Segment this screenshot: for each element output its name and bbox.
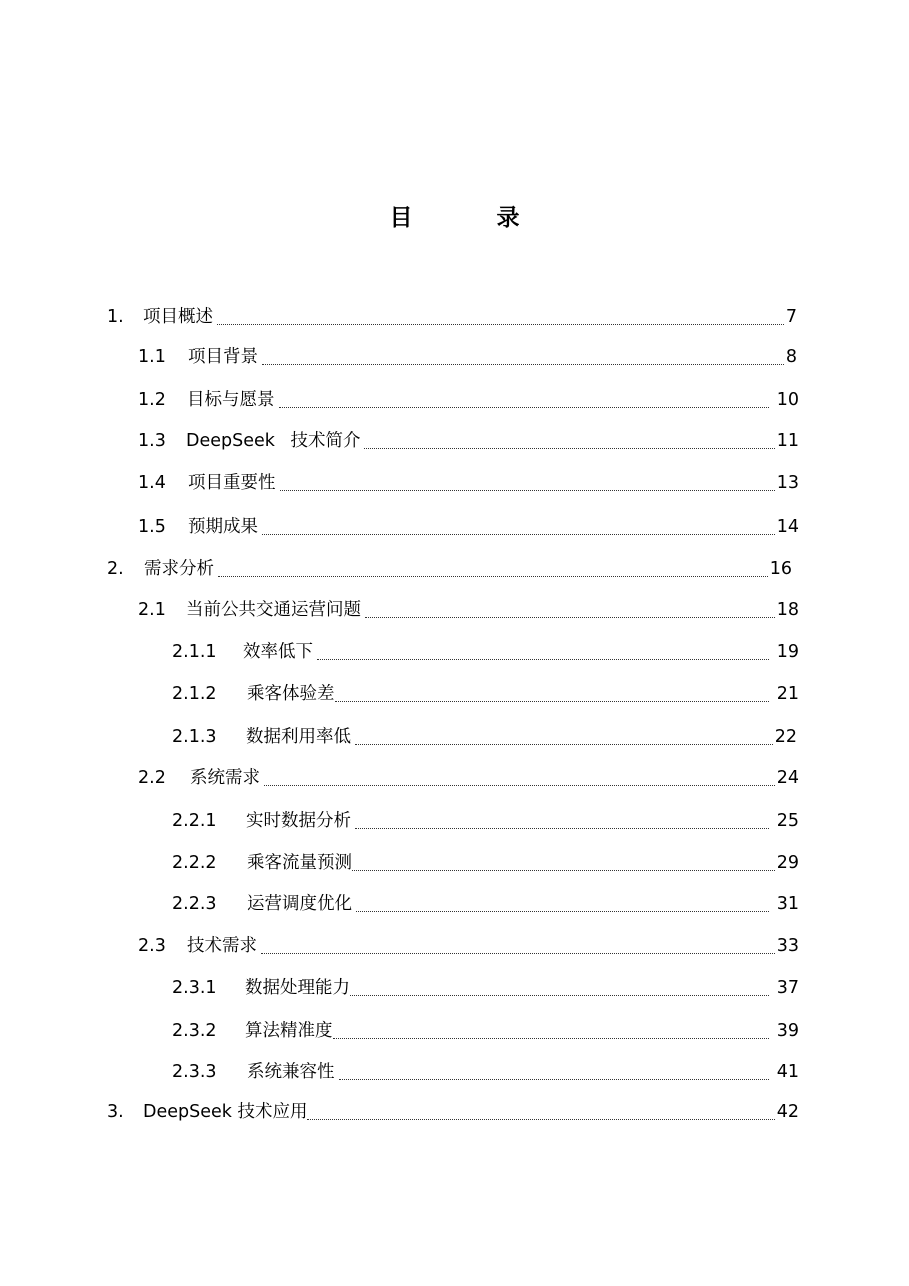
toc-entry-page: 22 [774, 727, 797, 747]
toc-leader-dots [317, 659, 769, 660]
toc-leader-dots [279, 407, 769, 408]
toc-entry-text: 实时数据分析 [246, 811, 351, 831]
toc-entry-text: 效率低下 [243, 642, 313, 662]
toc-entry-page: 33 [776, 936, 799, 956]
toc-entry-page: 42 [776, 1102, 799, 1122]
toc-leader-dots [262, 364, 784, 365]
toc-leader-dots [355, 828, 769, 829]
toc-entry[interactable] [138, 470, 799, 496]
toc-entry-text: 乘客体验差 [247, 684, 335, 704]
toc-entry[interactable] [172, 639, 799, 665]
toc-entry[interactable] [172, 850, 799, 876]
toc-leader-dots [280, 490, 775, 491]
toc-entry[interactable] [138, 933, 799, 959]
toc-entry-page: 13 [776, 473, 799, 493]
toc-entry-number: 2.1 [138, 600, 166, 620]
toc-entry[interactable] [172, 681, 799, 707]
toc-entry-page: 14 [776, 517, 799, 537]
toc-entry-text: 项目概述 [143, 307, 213, 327]
toc-leader-dots [261, 953, 775, 954]
toc-entry-number: 1.4 [138, 473, 166, 493]
toc-entry-text: 当前公共交通运营问题 [186, 600, 361, 620]
toc-entry-number: 2.3 [138, 936, 166, 956]
toc-entry-number: 2.3.1 [172, 978, 217, 998]
toc-entry-page: 18 [776, 600, 799, 620]
toc-entry-text: 算法精准度 [245, 1021, 333, 1041]
toc-entry[interactable] [138, 344, 797, 370]
toc-entry-page: 24 [776, 768, 799, 788]
toc-leader-dots [365, 617, 775, 618]
toc-leader-dots [335, 701, 769, 702]
toc-entry-text: DeepSeek 技术应用 [143, 1102, 308, 1122]
toc-entry-text: 项目背景 [188, 347, 258, 367]
toc-entry-page: 19 [776, 642, 799, 662]
toc-entry[interactable] [138, 514, 799, 540]
toc-entry[interactable] [172, 724, 797, 750]
toc-entry-number: 2.1.1 [172, 642, 217, 662]
toc-entry[interactable] [138, 597, 799, 623]
toc-leader-dots [352, 870, 775, 871]
toc-entry-number: 2.2.1 [172, 811, 217, 831]
toc-leader-dots [217, 324, 784, 325]
toc-leader-dots [356, 911, 769, 912]
toc-entry-page: 25 [776, 811, 799, 831]
toc-entry-number: 2.2 [138, 768, 166, 788]
toc-entry-text: 项目重要性 [188, 473, 276, 493]
toc-leader-dots [218, 576, 768, 577]
toc-entry[interactable] [172, 1018, 799, 1044]
toc-entry-number: 2. [107, 559, 124, 579]
toc-entry[interactable] [172, 1059, 799, 1085]
toc-entry[interactable] [107, 556, 792, 582]
toc-entry-page: 39 [776, 1021, 799, 1041]
toc-leader-dots [333, 1038, 769, 1039]
toc-entry-number: 2.1.3 [172, 727, 217, 747]
toc-entry-page: 8 [785, 347, 797, 367]
toc-entry-text: 数据处理能力 [245, 978, 350, 998]
toc-entry-text: 数据利用率低 [246, 727, 351, 747]
toc-entry-text: 目标与愿景 [187, 390, 275, 410]
toc-leader-dots [339, 1079, 769, 1080]
toc-leader-dots [364, 448, 774, 449]
toc-entry-number: 1.5 [138, 517, 166, 537]
toc-leader-dots [307, 1119, 774, 1120]
toc-entry-page: 31 [776, 894, 799, 914]
toc-entry-page: 16 [769, 559, 792, 579]
toc-entry-text: DeepSeek 技术简介 [186, 431, 361, 451]
toc-entry-text: 需求分析 [144, 559, 214, 579]
toc-entry-number: 2.1.2 [172, 684, 217, 704]
toc-leader-dots [262, 534, 775, 535]
toc-leader-dots [264, 785, 775, 786]
toc-entry-number: 1. [107, 307, 124, 327]
toc-entry-text: 系统兼容性 [247, 1062, 335, 1082]
toc-entry[interactable] [138, 765, 799, 791]
toc-entry-page: 29 [776, 853, 799, 873]
toc-leader-dots [350, 995, 769, 996]
toc-entry[interactable] [172, 975, 799, 1001]
toc-leader-dots [355, 744, 773, 745]
toc-entry-page: 7 [785, 307, 797, 327]
toc-entry-page: 21 [776, 684, 799, 704]
toc-entry-number: 1.3 [138, 431, 166, 451]
toc-entry[interactable] [107, 1099, 799, 1125]
toc-entry-text: 乘客流量预测 [247, 853, 352, 873]
toc-entry-number: 2.2.3 [172, 894, 217, 914]
toc-entry-text: 系统需求 [190, 768, 260, 788]
toc-entry-number: 2.2.2 [172, 853, 217, 873]
toc-entry[interactable] [172, 808, 799, 834]
toc-entry[interactable] [107, 304, 797, 330]
toc-entry-number: 3. [107, 1102, 124, 1122]
toc-entry[interactable] [138, 387, 799, 413]
toc-entry-text: 预期成果 [188, 517, 258, 537]
toc-entry[interactable] [172, 891, 799, 917]
toc-entry-number: 2.3.3 [172, 1062, 217, 1082]
toc-entry-number: 1.1 [138, 347, 166, 367]
toc-entry-page: 41 [776, 1062, 799, 1082]
toc-entry-number: 1.2 [138, 390, 166, 410]
toc-entry-page: 37 [776, 978, 799, 998]
toc-entry-text: 运营调度优化 [247, 894, 352, 914]
toc-title: 目 录 [389, 205, 558, 231]
toc-entry-text: 技术需求 [187, 936, 257, 956]
toc-entry[interactable] [138, 428, 799, 454]
toc-entry-page: 11 [776, 431, 799, 451]
toc-entry-page: 10 [776, 390, 799, 410]
toc-entry-number: 2.3.2 [172, 1021, 217, 1041]
